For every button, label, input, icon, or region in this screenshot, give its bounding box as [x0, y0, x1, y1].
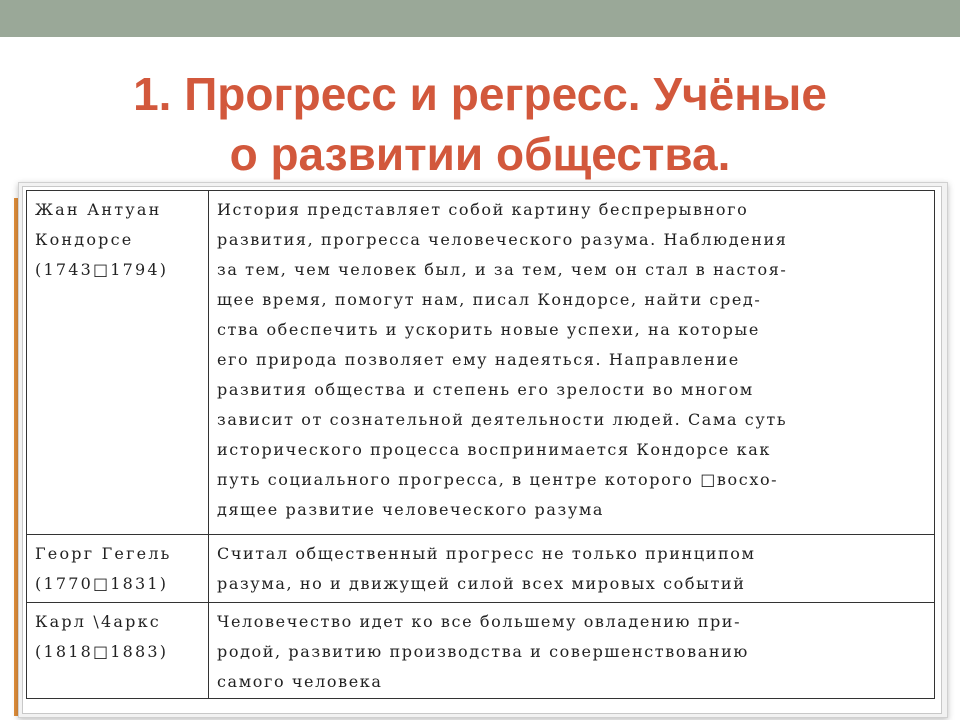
- scholar-name-line: Георг Гегель: [35, 544, 172, 563]
- scholar-name-line: Карл \4аркс: [35, 612, 161, 631]
- scholar-name-cell: [27, 535, 209, 603]
- view-text-line: ства обеспечить и ускорить новые успехи, на которые: [217, 320, 760, 339]
- view-text-line: путь социального прогресса, в центре которого □восхо-: [217, 470, 779, 489]
- view-text-line: самого человека: [217, 672, 383, 691]
- slide-title-line-1: 1. Прогресс и регресс. Учёные: [133, 68, 827, 120]
- slide-title: [0, 64, 960, 180]
- view-text-line: Человечество идет ко все большему овладению при-: [217, 612, 742, 631]
- view-text-line: исторического процесса воспринимается Кондорсе как: [217, 440, 772, 459]
- scholars-table: [26, 190, 935, 699]
- scholar-view-cell: [209, 535, 935, 603]
- scholar-name-line: Жан Антуан: [35, 200, 162, 219]
- view-text-line: щее время, помогут нам, писал Кондорсе, найти сред-: [217, 290, 762, 309]
- table-row-marx: [27, 603, 935, 699]
- scholar-years: (1743□1794): [35, 260, 169, 279]
- scholar-view-cell: [209, 191, 935, 535]
- view-text-line: Считал общественный прогресс не только принципом: [217, 544, 756, 563]
- view-text-line: дящее развитие человеческого разума: [217, 500, 605, 519]
- scholar-name-cell: [27, 603, 209, 699]
- view-text-line: развития, прогресса человеческого разума. Наблюдения: [217, 230, 788, 249]
- view-text-line: его природа позволяет ему надеяться. Направление: [217, 350, 740, 369]
- scholar-years: (1818□1883): [35, 642, 169, 661]
- view-text-line: зависит от сознательной деятельности людей. Сама суть: [217, 410, 788, 429]
- table-row-hegel: [27, 535, 935, 603]
- scholar-years: (1770□1831): [35, 574, 169, 593]
- view-text-line: развития общества и степень его зрелости во многом: [217, 380, 754, 399]
- table-row-condorcet: [27, 191, 935, 535]
- top-decor-band: [0, 0, 960, 37]
- scholar-name-line: Кондорсе: [35, 230, 134, 249]
- view-text-line: История представляет собой картину беспрерывного: [217, 200, 749, 219]
- view-text-line: родой, развитию производства и совершенствованию: [217, 642, 749, 661]
- view-text-line: за тем, чем человек был, и за тем, чем он стал в настоя-: [217, 260, 788, 279]
- scholar-name-cell: [27, 191, 209, 535]
- slide-title-line-2: о развитии общества.: [229, 128, 731, 180]
- view-text-line: разума, но и движущей силой всех мировых событий: [217, 574, 746, 593]
- scholar-view-cell: [209, 603, 935, 699]
